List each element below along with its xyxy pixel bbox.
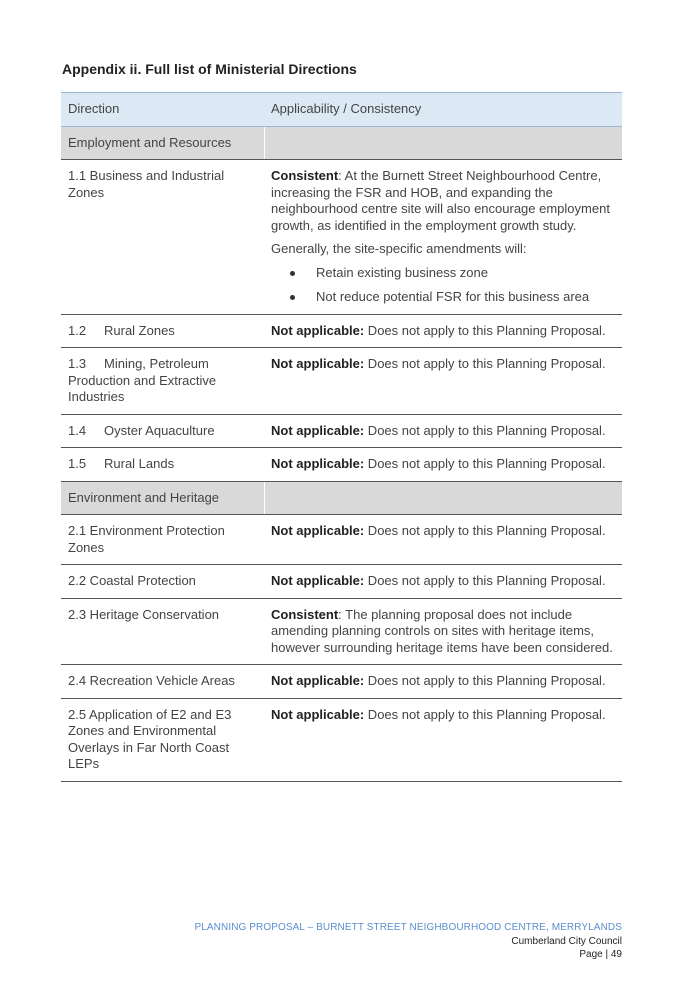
applicability-cell xyxy=(264,448,622,482)
bullet-text: Retain existing business zone xyxy=(316,264,488,280)
direction-cell: 1.1 Business and Industrial Zones xyxy=(61,160,264,315)
status-text: : The planning proposal does not include amending planning controls on sites with heritage items, however surrounding heritage items have been considered. xyxy=(271,606,613,655)
applicability-cell xyxy=(264,348,622,415)
direction-cell: 2.1 Environment Protection Zones xyxy=(61,515,264,565)
status-text: Does not apply to this Planning Proposal. xyxy=(364,573,606,588)
direction-cell: 2.3 Heritage Conservation xyxy=(61,598,264,665)
bullet-text: Not reduce potential FSR for this business area xyxy=(316,289,590,304)
table-row xyxy=(61,348,622,415)
status-label: Not applicable: xyxy=(271,356,365,371)
status-label: Not applicable: xyxy=(271,673,365,688)
ministerial-directions-table xyxy=(61,92,622,782)
section-title: Environment and Heritage xyxy=(61,481,264,515)
applicability-cell xyxy=(264,314,622,348)
section-row xyxy=(61,126,622,160)
footer-organisation: Cumberland City Council xyxy=(511,935,622,947)
applicability-cell xyxy=(264,414,622,448)
status-label: Not applicable: xyxy=(271,706,365,722)
direction-number: 1.5 xyxy=(68,456,87,471)
status-text: Does not apply to this Planning Proposal. xyxy=(364,673,606,688)
table-row xyxy=(61,160,622,315)
footer-page-number: Page | 49 xyxy=(579,949,622,960)
bullet-list xyxy=(271,265,614,306)
status-label: Not applicable: xyxy=(271,523,365,538)
status-text: Does not apply to this Planning Proposal. xyxy=(364,456,606,471)
appendix-heading: Appendix ii. Full list of Ministerial Directions xyxy=(62,61,357,77)
status-text: Does not apply to this Planning Proposal. xyxy=(364,356,606,371)
status-text: Does not apply to this Planning Proposal. xyxy=(364,523,606,538)
status-text: Does not apply to this Planning Proposal. xyxy=(364,422,606,438)
paragraph xyxy=(271,168,614,234)
status-text: Does not apply to this Planning Proposal. xyxy=(364,706,606,722)
applicability-cell xyxy=(264,160,622,315)
direction-cell: 2.5 Application of E2 and E3 Zones and Environmental Overlays in Far North Coast LEPs xyxy=(61,698,264,781)
status-label: Not applicable: xyxy=(271,573,365,588)
applicability-cell xyxy=(264,515,622,565)
table-row xyxy=(61,414,622,448)
section-empty-cell xyxy=(264,126,622,160)
bullet-item xyxy=(271,289,614,306)
applicability-cell xyxy=(264,598,622,665)
header-direction: Direction xyxy=(61,93,264,127)
direction-name: Mining, Petroleum Production and Extractive Industries xyxy=(68,356,217,404)
paragraph: Generally, the site-specific amendments will: xyxy=(271,241,527,256)
section-empty-cell xyxy=(264,481,622,515)
header-applicability: Applicability / Consistency xyxy=(264,93,622,127)
applicability-cell xyxy=(264,698,622,781)
table-row xyxy=(61,598,622,665)
direction-name: Rural Lands xyxy=(104,456,175,471)
table-header-row xyxy=(61,93,622,127)
direction-name: Oyster Aquaculture xyxy=(104,422,215,438)
status-label: Not applicable: xyxy=(271,456,365,471)
applicability-cell xyxy=(264,565,622,599)
footer-document-title: PLANNING PROPOSAL – BURNETT STREET NEIGHBOURHOOD CENTRE, MERRYLANDS xyxy=(194,922,622,933)
direction-number: 1.4 xyxy=(68,422,87,438)
table-row xyxy=(61,314,622,348)
table-row xyxy=(61,565,622,599)
applicability-cell xyxy=(264,665,622,699)
direction-number: 1.2 xyxy=(68,322,87,338)
status-label: Not applicable: xyxy=(271,322,365,338)
direction-number: 1.3 xyxy=(68,356,87,371)
bullet-item xyxy=(271,265,614,282)
status-text: : At the Burnett Street Neighbourhood Centre, increasing the FSR and HOB, and expanding the neighbourhood centre site will also encourage employment growth, as identified in the employment growth study. xyxy=(271,168,610,233)
status-label: Not applicable: xyxy=(271,422,365,438)
status-label: Consistent xyxy=(271,606,339,622)
section-row xyxy=(61,481,622,515)
page-footer xyxy=(194,921,622,962)
table-row xyxy=(61,665,622,699)
direction-cell: 2.2 Coastal Protection xyxy=(61,565,264,599)
bullet-dot-icon xyxy=(290,295,295,300)
direction-cell xyxy=(61,314,264,348)
table-row xyxy=(61,698,622,781)
status-label: Consistent xyxy=(271,168,339,183)
direction-cell: 2.4 Recreation Vehicle Areas xyxy=(61,665,264,699)
table-row xyxy=(61,448,622,482)
bullet-dot-icon xyxy=(290,271,295,276)
status-text: Does not apply to this Planning Proposal. xyxy=(364,322,606,338)
direction-cell xyxy=(61,414,264,448)
direction-cell xyxy=(61,348,264,415)
direction-name: Rural Zones xyxy=(104,322,175,338)
direction-cell xyxy=(61,448,264,482)
section-title: Employment and Resources xyxy=(61,126,264,160)
table-row xyxy=(61,515,622,565)
